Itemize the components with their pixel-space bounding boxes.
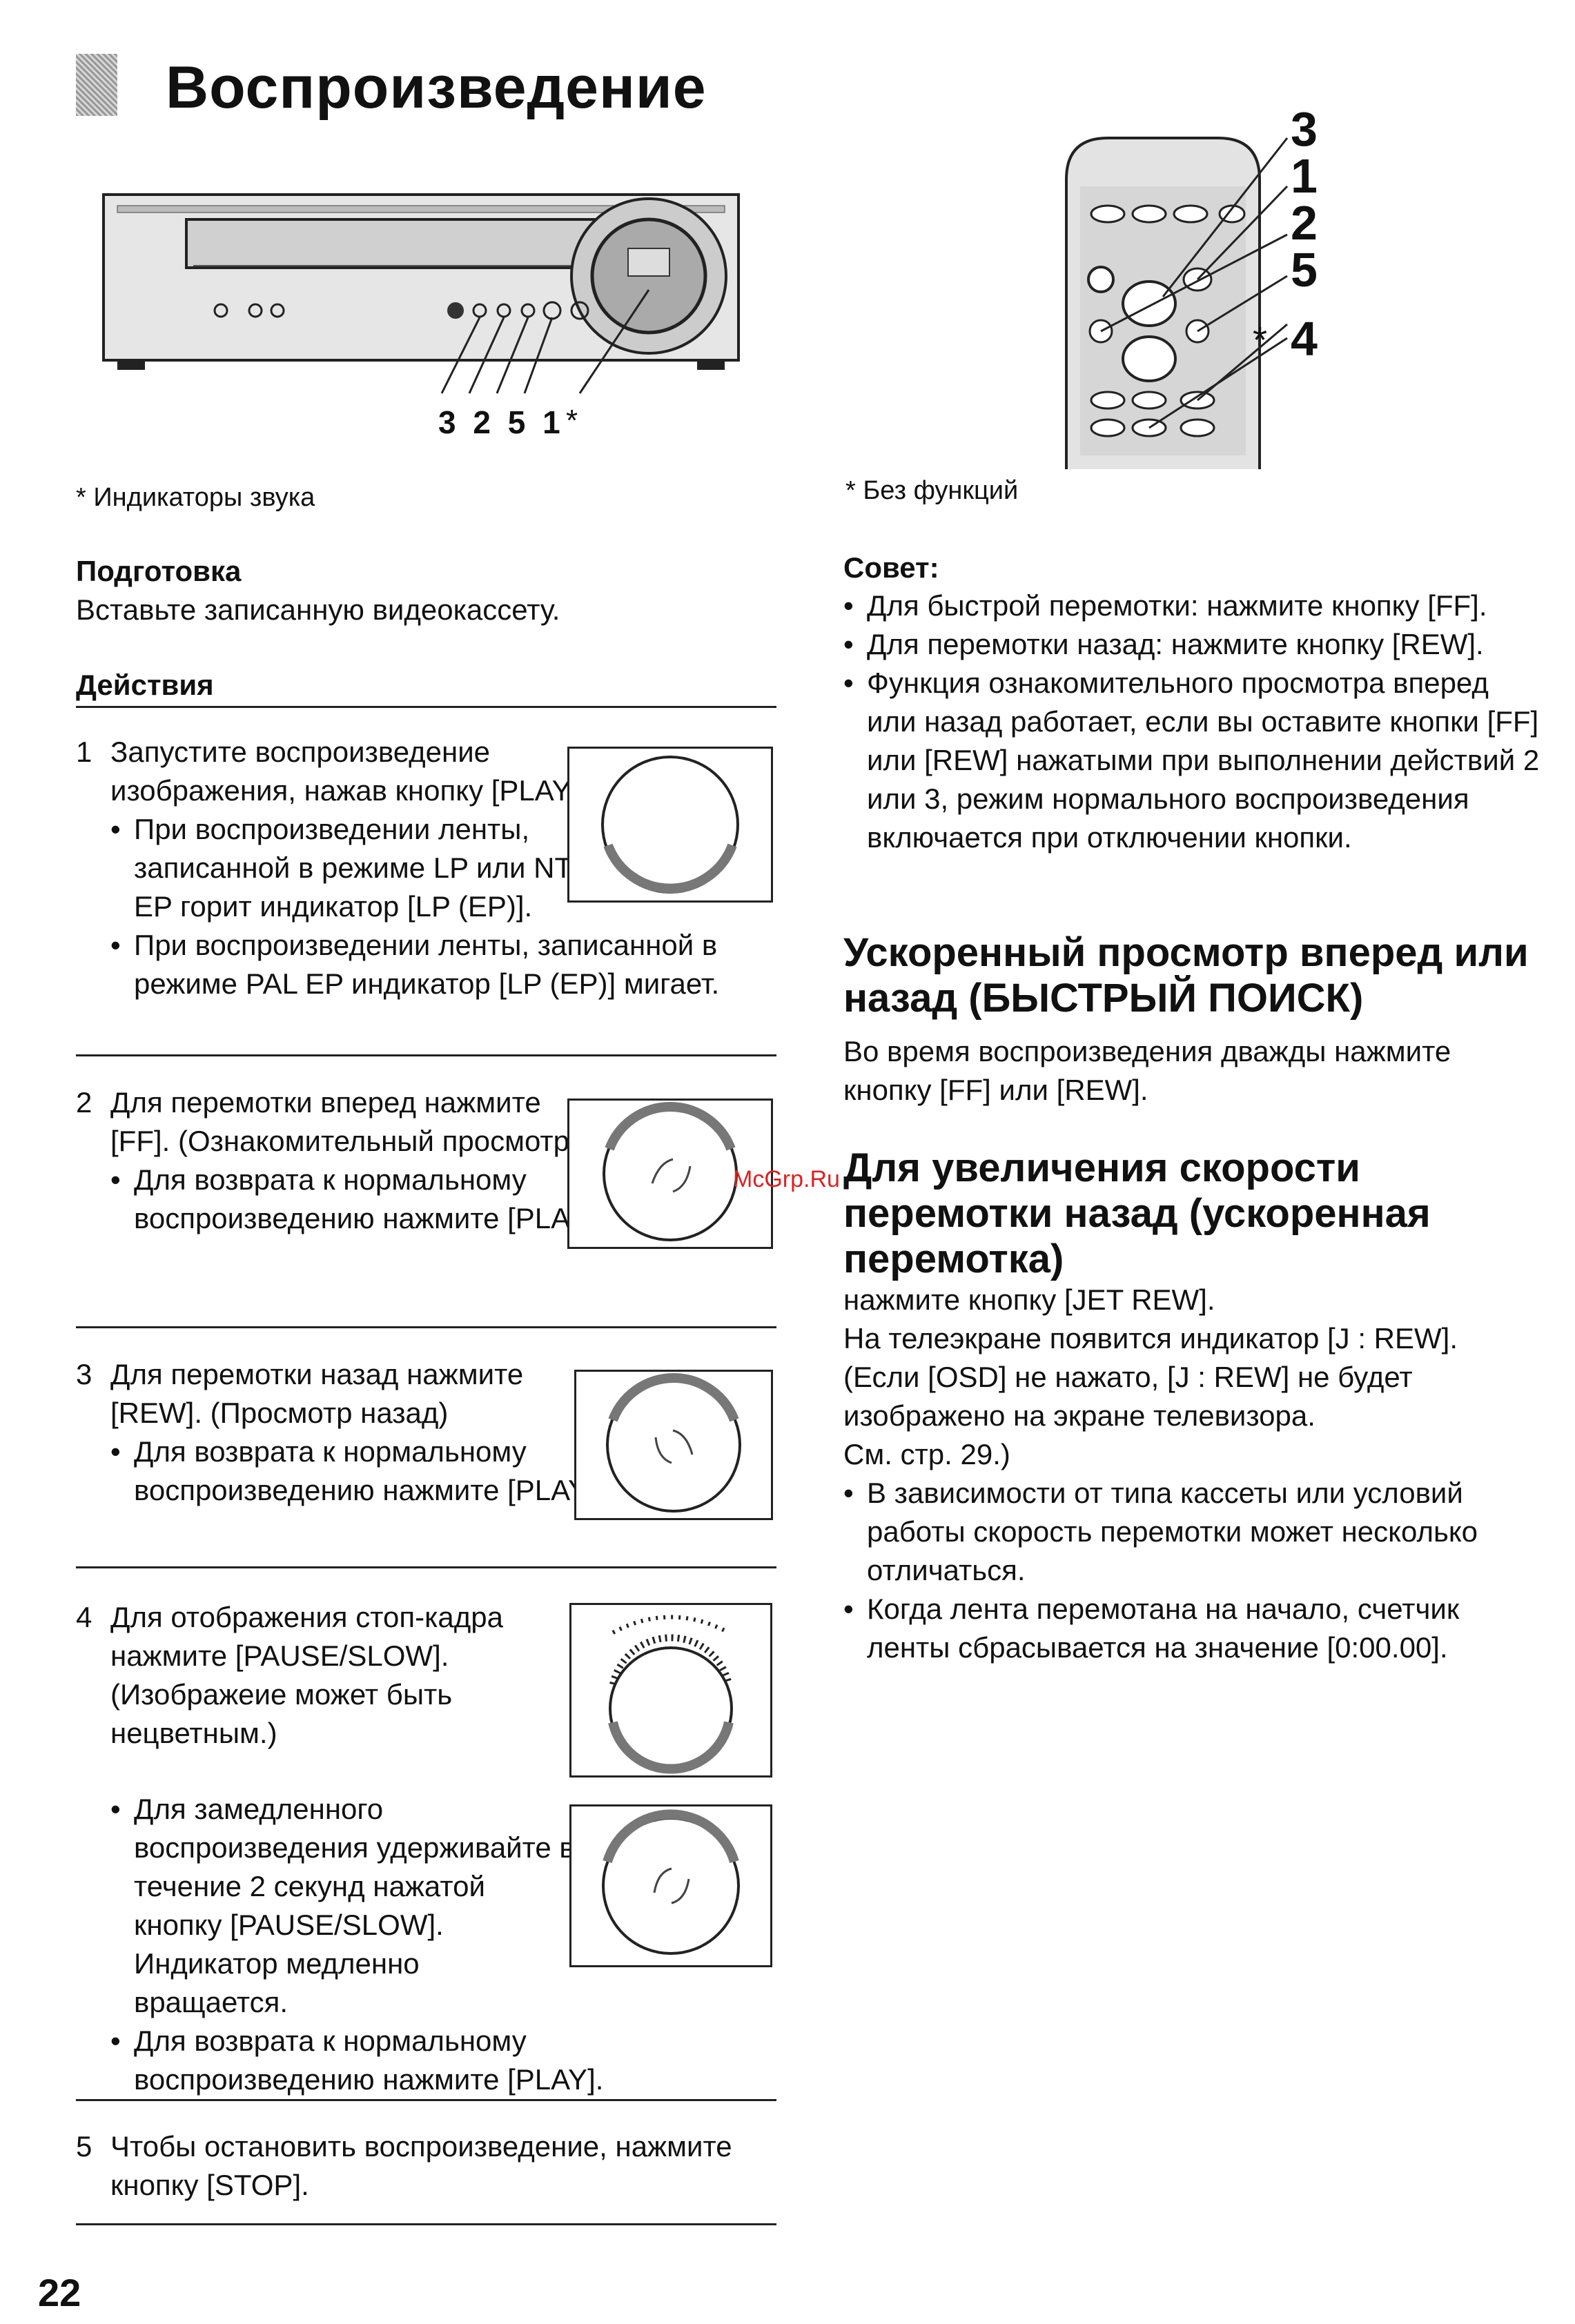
step-text: Чтобы остановить воспроизведение, нажмите кнопку [STOP].: [110, 2130, 732, 2201]
prep-text: Вставьте записанную видеокассету.: [76, 593, 560, 626]
step-bullet: • Для возврата к нормальному воспроизведению нажмите [PLAY].: [110, 2022, 658, 2099]
step-bullet: • При воспроизведении ленты, записанной в режиме PAL EP индикатор [LP (EP)] мигает.: [110, 926, 773, 1003]
step-divider: [76, 1326, 776, 1328]
step-number: 4: [76, 1601, 92, 1633]
step-divider: [76, 2099, 776, 2101]
tip-heading: Совет:: [843, 551, 939, 584]
fast-search-heading: Ускоренный просмотр вперед или назад (БЫСТРЫЙ ПОИСК): [843, 930, 1529, 1021]
step-number: 2: [76, 1086, 92, 1119]
footnote-no-function: * Без функций: [845, 476, 1019, 505]
footnote-sound-indicators: * Индикаторы звука: [76, 483, 315, 512]
jet-rew-line: См. стр. 29.): [843, 1438, 1010, 1470]
step-divider: [76, 2223, 776, 2225]
step-divider: [76, 1566, 776, 1568]
fast-search-text: Во время воспроизведения дважды нажмите кнопку [FF] или [REW].: [843, 1035, 1451, 1106]
remote-label-4: 4: [1291, 312, 1318, 366]
jet-rew-bullet: • Когда лента перемотана на начало, счетчик ленты сбрасывается на значение [0:00.00].: [843, 1590, 1540, 1667]
vcr-callout-labels: 3 2 5 1: [438, 404, 565, 440]
remote-label-5: 5: [1291, 243, 1318, 297]
actions-divider: [76, 706, 776, 708]
jet-rew-line: нажмите кнопку [JET REW].: [843, 1283, 1215, 1316]
step-number: 5: [76, 2130, 92, 2163]
jet-rew-body: [843, 1281, 1540, 1667]
page-title: Воспроизведение: [166, 55, 707, 121]
prep-heading: Подготовка: [76, 555, 242, 587]
remote-illustration: [1059, 131, 1322, 476]
tip-bullet: • Для перемотки назад: нажмите кнопку [REW].: [843, 625, 1540, 664]
step-number: 1: [76, 736, 92, 768]
tip-bullet: • Для быстрой перемотки: нажмите кнопку [FF].: [843, 587, 1540, 625]
step-text: Для перемотки назад нажмите [REW]. (Просмотр назад): [110, 1358, 524, 1429]
step-text: Для отображения стоп-кадра нажмите [PAUSE/SLOW]. (Изображеие может быть нецветным.): [110, 1601, 503, 1749]
step-divider: [76, 1054, 776, 1056]
step-text: Запустите воспроизведение изображения, нажав кнопку [PLAY].: [110, 736, 588, 807]
step-text: Для перемотки вперед нажмите [FF]. (Ознакомительный просмотр): [110, 1086, 579, 1157]
remote-label-3: 3: [1291, 102, 1318, 156]
vcr-callout-star: *: [566, 404, 578, 437]
step-bullet: • Для замедленного воспроизведения удерживайте в течение 2 секунд нажатой кнопку [PAUSE/SLOW]. Индикатор медленно вращается.: [110, 1790, 576, 2022]
remote-label-1: 1: [1291, 149, 1318, 203]
tip-list: [843, 587, 1540, 857]
step-bullet: • Для возврата к нормальному воспроизведению нажмите [PLAY].: [110, 1432, 607, 1510]
title-decoration: [76, 54, 117, 116]
watermark: McGrp.Ru: [733, 1166, 840, 1192]
step-5: [76, 2127, 773, 2205]
jet-rew-bullet: • В зависимости от типа кассеты или условий работы скорость перемотки может несколько отличаться.: [843, 1474, 1540, 1590]
step-bullet: • При воспроизведении ленты, записанной в режиме LP или NTSC EP горит индикатор [LP (EP)].: [110, 810, 631, 926]
remote-label-star: *: [1253, 319, 1268, 361]
jet-rew-line: (Если [OSD] не нажато, [J : REW] не будет изображено на экране телевизора.: [843, 1361, 1413, 1432]
jet-rew-heading: Для увеличения скорости перемотки назад (ускоренная перемотка): [843, 1145, 1431, 1281]
tip-bullet: • Функция ознакомительного просмотра вперед или назад работает, если вы оставите кнопки [FF] или [REW] нажатыми при выполнении действий 2 или 3, режим нормального воспроизведения включается при отключении кнопки.: [843, 664, 1540, 857]
actions-heading: Действия: [76, 669, 214, 701]
dial-slow-indicator: [569, 1804, 772, 1967]
step-number: 3: [76, 1358, 92, 1390]
jet-rew-line: На телеэкране появится индикатор [J : REW].: [843, 1322, 1458, 1355]
dial-play-indicator: [567, 747, 773, 903]
dial-pause-indicator: [569, 1603, 772, 1778]
vcr-illustration: [97, 186, 752, 449]
step-bullet: • Для возврата к нормальному воспроизведению нажмите [PLAY].: [110, 1161, 607, 1238]
dial-rew-indicator: [574, 1370, 773, 1520]
remote-label-2: 2: [1291, 196, 1318, 250]
page-number: 22: [38, 2271, 81, 2314]
